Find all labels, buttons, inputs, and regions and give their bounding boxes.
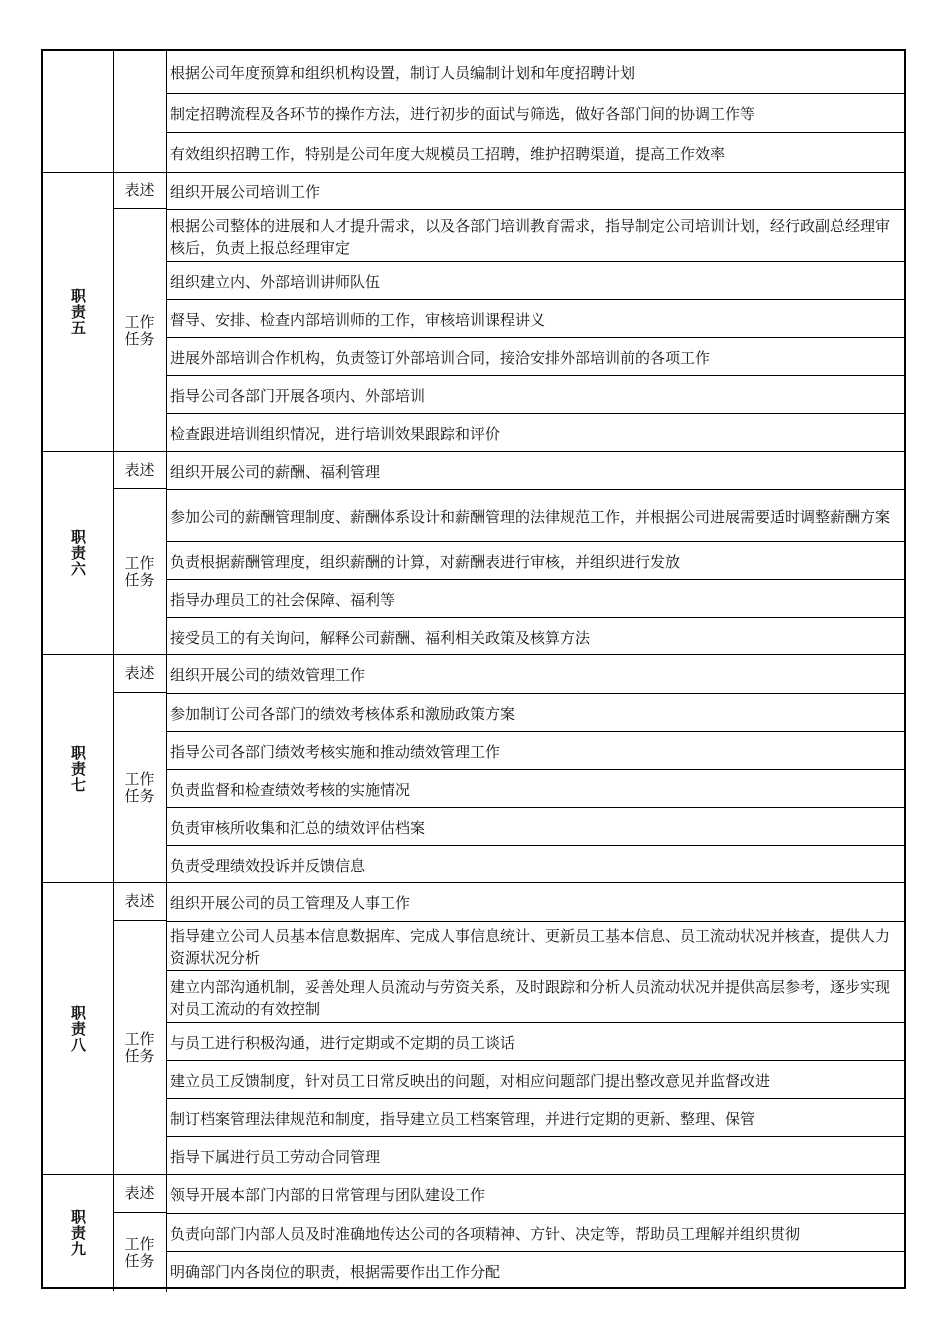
- task-cell: 制订档案管理法律规范和制度，指导建立员工档案管理，并进行定期的更新、整理、保管: [167, 1098, 904, 1136]
- description-label: 表述: [113, 1175, 167, 1213]
- task-cell: 督导、安排、检查内部培训师的工作，审核培训课程讲义: [167, 299, 904, 337]
- description-cell: 组织开展公司培训工作: [170, 183, 321, 201]
- task-cell: 参加制订公司各部门的绩效考核体系和激励政策方案: [167, 693, 904, 731]
- duty-label: 职责七: [43, 655, 114, 882]
- task-cell: 负责根据薪酬管理度，组织薪酬的计算，对薪酬表进行审核，并组织进行发放: [167, 541, 904, 579]
- duty-label: 职责九: [43, 1175, 114, 1291]
- duty-label: 职责五: [43, 173, 114, 451]
- duty-section-continued: [43, 51, 904, 172]
- task-cell: 负责向部门内部人员及时准确地传达公司的各项精神、方针、决定等，帮助员工理解并组织贯彻: [167, 1213, 904, 1251]
- task-cell: 指导建立公司人员基本信息数据库、完成人事信息统计、更新员工基本信息、员工流动状况并核查，提供人力资源状况分析: [167, 921, 904, 970]
- task-cell: 有效组织招聘工作，特别是公司年度大规模员工招聘，维护招聘渠道，提高工作效率: [167, 132, 904, 172]
- task-cell: 指导公司各部门开展各项内、外部培训: [167, 375, 904, 413]
- task-label-cell: [113, 51, 167, 172]
- duty-section-9: [43, 1174, 904, 1291]
- description-cell: 领导开展本部门内部的日常管理与团队建设工作: [170, 1186, 486, 1204]
- description-label: 表述: [113, 655, 167, 693]
- task-label: 工作任务: [113, 1213, 167, 1292]
- description-label: 表述: [113, 452, 167, 489]
- description-label: 表述: [113, 173, 167, 209]
- description-cell: 组织开展公司的员工管理及人事工作: [170, 894, 411, 912]
- task-cell: 负责审核所收集和汇总的绩效评估档案: [167, 807, 904, 845]
- task-cell: 指导公司各部门绩效考核实施和推动绩效管理工作: [167, 731, 904, 769]
- task-cell: 指导办理员工的社会保障、福利等: [167, 579, 904, 617]
- description-label: 表述: [113, 883, 167, 921]
- task-cell: 组织建立内、外部培训讲师队伍: [167, 261, 904, 299]
- task-label: 工作任务: [113, 693, 167, 883]
- duty-table: [41, 49, 906, 1289]
- duty-section-5: [43, 172, 904, 451]
- task-cell: 根据公司年度预算和组织机构设置，制订人员编制计划和年度招聘计划: [170, 64, 636, 82]
- task-cell: 明确部门内各岗位的职责，根据需要作出工作分配: [167, 1251, 904, 1290]
- task-cell: 指导下属进行员工劳动合同管理: [167, 1136, 904, 1175]
- task-label: 工作任务: [113, 921, 167, 1175]
- duty-section-7: [43, 654, 904, 882]
- task-label: 工作任务: [113, 209, 167, 452]
- task-cell: 参加公司的薪酬管理制度、薪酬体系设计和薪酬管理的法律规范工作，并根据公司进展需要适时调整薪酬方案: [167, 489, 904, 541]
- task-label: 工作任务: [113, 489, 167, 655]
- duty-label: 职责六: [43, 452, 114, 654]
- task-cell: 建立员工反馈制度，针对员工日常反映出的问题，对相应问题部门提出整改意见并监督改进: [167, 1060, 904, 1098]
- task-cell: 接受员工的有关询问，解释公司薪酬、福利相关政策及核算方法: [167, 617, 904, 655]
- task-cell: 根据公司整体的进展和人才提升需求，以及各部门培训教育需求，指导制定公司培训计划，经行政副总经理审核后，负责上报总经理审定: [167, 209, 904, 261]
- duty-section-8: [43, 882, 904, 1174]
- duty-label: 职责八: [43, 883, 114, 1174]
- task-cell: 制定招聘流程及各环节的操作方法，进行初步的面试与筛选，做好各部门间的协调工作等: [167, 93, 904, 132]
- duty-section-6: [43, 451, 904, 654]
- description-cell: 组织开展公司的薪酬、福利管理: [170, 462, 381, 481]
- task-cell: 检查跟进培训组织情况，进行培训效果跟踪和评价: [167, 413, 904, 452]
- description-cell: 组织开展公司的绩效管理工作: [170, 666, 366, 684]
- duty-label-cell: [43, 51, 114, 172]
- task-cell: 进展外部培训合作机构，负责签订外部培训合同，接洽安排外部培训前的各项工作: [167, 337, 904, 375]
- task-cell: 负责监督和检查绩效考核的实施情况: [167, 769, 904, 807]
- task-cell: 与员工进行积极沟通，进行定期或不定期的员工谈话: [167, 1022, 904, 1060]
- task-cell: 负责受理绩效投诉并反馈信息: [167, 845, 904, 883]
- task-cell: 建立内部沟通机制，妥善处理人员流动与劳资关系，及时跟踪和分析人员流动状况并提供高层参考，逐步实现对员工流动的有效控制: [167, 970, 904, 1022]
